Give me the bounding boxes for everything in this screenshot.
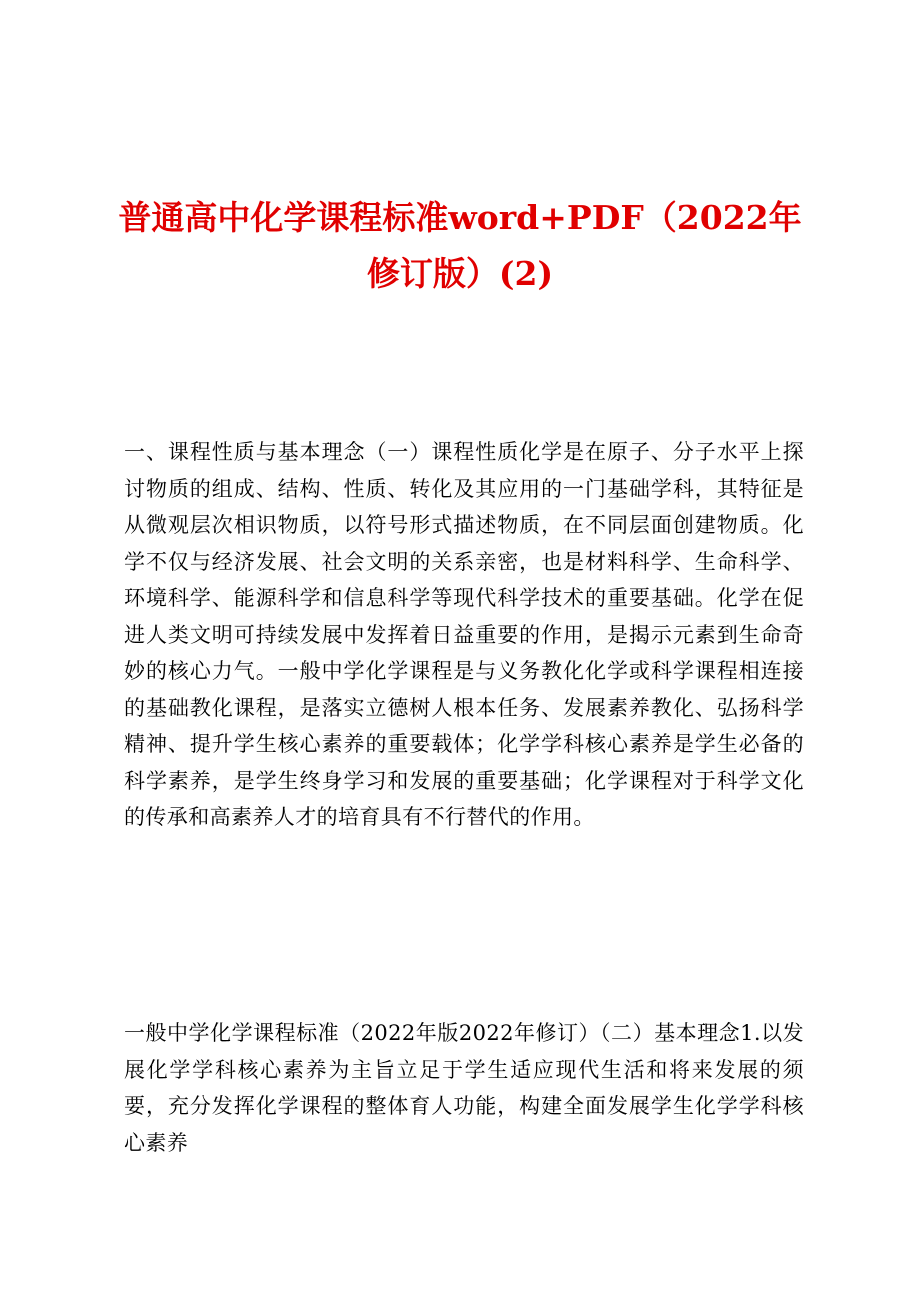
- paragraph-basic-concepts: 一般中学化学课程标准（2022年版2022年修订）（二）基本理念1.以发展化学学科核心素养为主旨立足于学生适应现代生活和将来发展的须要，充分发挥化学课程的整体育人功能，构建全面发展学生化学学科核心素养: [124, 1021, 804, 1155]
- paragraph-course-nature: 一、课程性质与基本理念（一）课程性质化学是在原子、分子水平上探讨物质的组成、结构、性质、转化及其应用的一门基础学科，其特征是从微观层次相识物质，以符号形式描述物质，在不同层面创建物质。化学不仅与经济发展、社会文明的关系亲密，也是材料科学、生命科学、环境科学、能源科学和信息科学等现代科学技术的重要基础。化学在促进人类文明可持续发展中发挥着日益重要的作用，是揭示元素到生命奇妙的核心力气。一般中学化学课程是与义务教化化学或科学课程相连接的基础教化课程，是落实立德树人根本任务、发展素养教化、弘扬科学精神、提升学生核心素养的重要载体；化学学科核心素养是学生必备的科学素养，是学生终身学习和发展的重要基础；化学课程对于科学文化的传承和高素养人才的培育具有不行替代的作用。: [124, 440, 804, 829]
- document-title: 普通高中化学课程标准word+PDF（2022年修订版）(2): [118, 198, 802, 293]
